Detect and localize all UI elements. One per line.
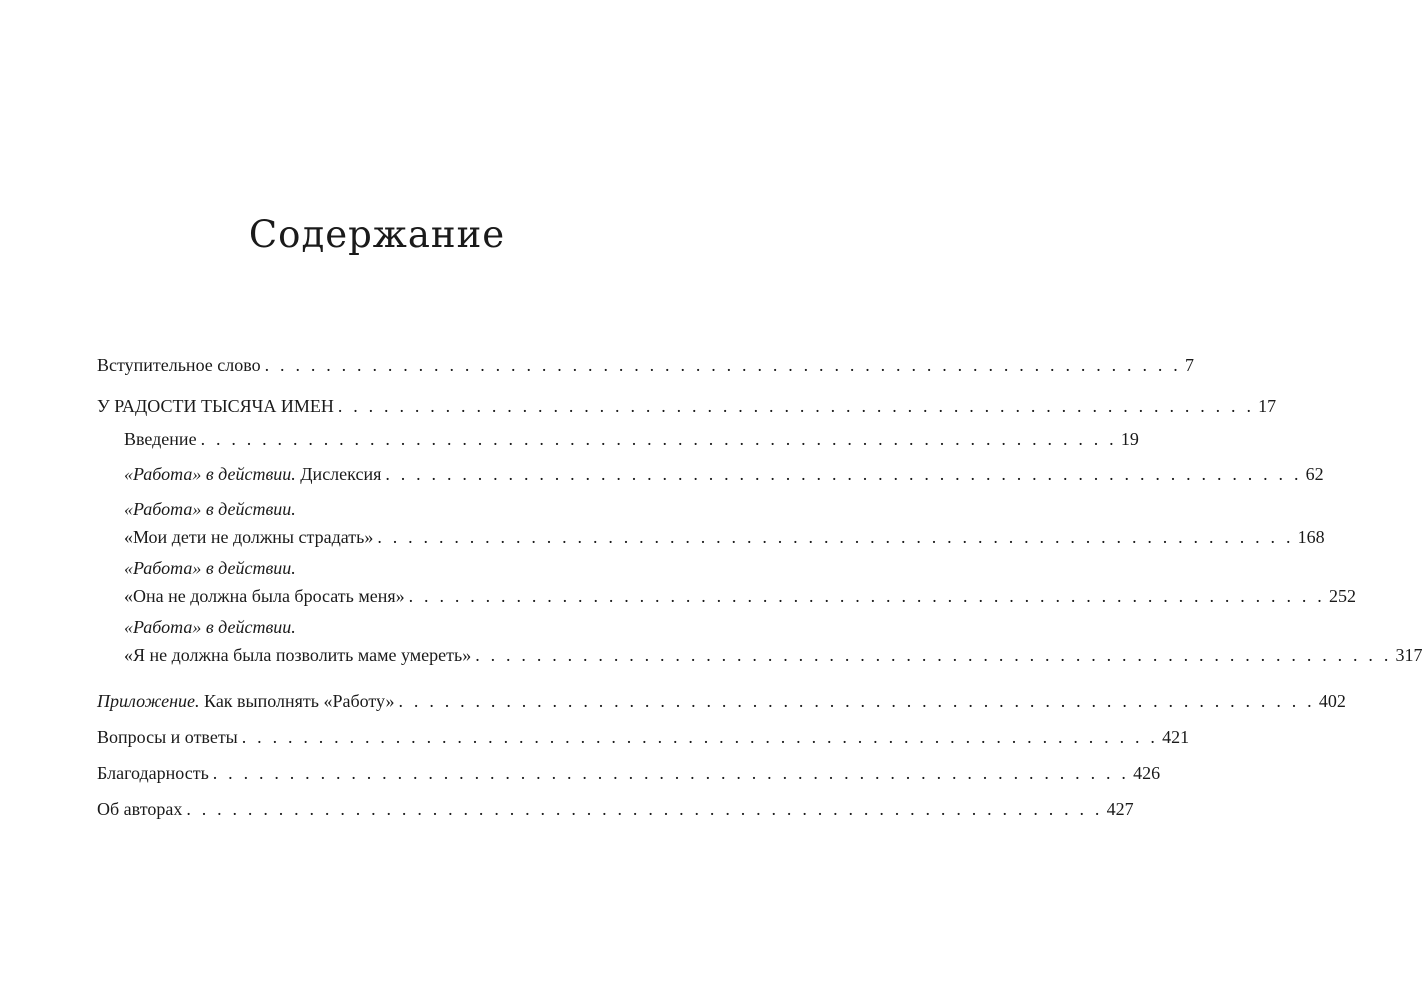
toc-entry-italic-prefix: «Работа» в действии. [124, 499, 296, 519]
toc-page-number: 421 [1162, 727, 1190, 747]
dot-leader: . . . . . . . . . . . . . . . . . . . . . . . . . . . . . . . . . . . . . . . . . . . . . . . . . . . . . . . . . . . . [398, 691, 1315, 711]
toc-entry-title: Как выполнять «Работу» [204, 691, 395, 711]
toc-page-number: 7 [1184, 355, 1194, 375]
page-title: Содержание [248, 213, 506, 256]
dot-leader: . . . . . . . . . . . . . . . . . . . . . . . . . . . . . . . . . . . . . . . . . . . . . . . . . . . . . . . . . . . . [200, 429, 1117, 449]
toc-entry-title: Об авторах [97, 799, 183, 819]
toc-entry-foreword[interactable] [97, 353, 1194, 377]
toc-entry-title: «Мои дети не должны страдать» [124, 527, 374, 547]
toc-entry-children[interactable] [124, 497, 1325, 549]
toc-page-number: 252 [1328, 586, 1356, 606]
dot-leader: . . . . . . . . . . . . . . . . . . . . . . . . . . . . . . . . . . . . . . . . . . . . . . . . . . . . . . . . . . . . [337, 396, 1255, 416]
toc-page-number: 168 [1297, 527, 1325, 547]
toc-entry-acknowledgements[interactable] [97, 761, 1161, 785]
dot-leader: . . . . . . . . . . . . . . . . . . . . . . . . . . . . . . . . . . . . . . . . . . . . . . . . . . . . . . . . . . . . [264, 355, 1181, 375]
toc-entry-qa[interactable] [97, 725, 1190, 749]
toc-entry-title: У РАДОСТИ ТЫСЯЧА ИМЕН [97, 396, 334, 416]
dot-leader: . . . . . . . . . . . . . . . . . . . . . . . . . . . . . . . . . . . . . . . . . . . . . . . . . . . . . . . . . . . . [377, 527, 1294, 547]
toc-entry-title: Дислексия [300, 464, 382, 484]
dot-leader: . . . . . . . . . . . . . . . . . . . . . . . . . . . . . . . . . . . . . . . . . . . . . . . . . . . . . . . . . . . . [241, 727, 1159, 747]
dot-leader: . . . . . . . . . . . . . . . . . . . . . . . . . . . . . . . . . . . . . . . . . . . . . . . . . . . . . . . . . . . . [385, 464, 1302, 484]
toc-entry-title: Вступительное слово [97, 355, 261, 375]
toc-page-number: 426 [1133, 763, 1161, 783]
toc-entry-title: «Она не должна была бросать меня» [124, 586, 405, 606]
dot-leader: . . . . . . . . . . . . . . . . . . . . . . . . . . . . . . . . . . . . . . . . . . . . . . . . . . . . . . . . . . . . [408, 586, 1325, 606]
toc-entry-leave-me[interactable] [124, 556, 1356, 608]
toc-page-number: 402 [1318, 691, 1346, 711]
toc-page-number: 19 [1120, 429, 1139, 449]
dot-leader: . . . . . . . . . . . . . . . . . . . . . . . . . . . . . . . . . . . . . . . . . . . . . . . . . . . . . . . . . . . . [186, 799, 1103, 819]
toc-page-number: 427 [1106, 799, 1134, 819]
toc-entry-dyslexia[interactable] [124, 462, 1324, 486]
toc-entry-italic-prefix: «Работа» в действии. [124, 558, 296, 578]
toc-entry-italic-prefix: Приложение. [97, 691, 200, 711]
toc-entry-title: Введение [124, 429, 197, 449]
dot-leader: . . . . . . . . . . . . . . . . . . . . . . . . . . . . . . . . . . . . . . . . . . . . . . . . . . . . . . . . . . . . [212, 763, 1130, 783]
dot-leader: . . . . . . . . . . . . . . . . . . . . . . . . . . . . . . . . . . . . . . . . . . . . . . . . . . . . . . . . . . . . [475, 645, 1392, 665]
toc-entry-italic-prefix: «Работа» в действии. [124, 617, 296, 637]
toc-entry-appendix[interactable] [97, 689, 1346, 713]
toc-entry-introduction[interactable] [124, 427, 1139, 451]
toc-entry-about-authors[interactable] [97, 797, 1134, 821]
toc-entry-italic-prefix: «Работа» в действии. [124, 464, 296, 484]
toc-entry-mother[interactable] [124, 615, 1423, 667]
toc-page-number: 17 [1258, 396, 1277, 416]
toc-entry-part-one[interactable] [97, 394, 1277, 418]
toc-entry-title: Вопросы и ответы [97, 727, 238, 747]
toc-page-number: 317 [1395, 645, 1423, 665]
toc-entry-title: «Я не должна была позволить маме умереть» [124, 645, 472, 665]
toc-page-number: 62 [1305, 464, 1324, 484]
toc-entry-title: Благодарность [97, 763, 209, 783]
